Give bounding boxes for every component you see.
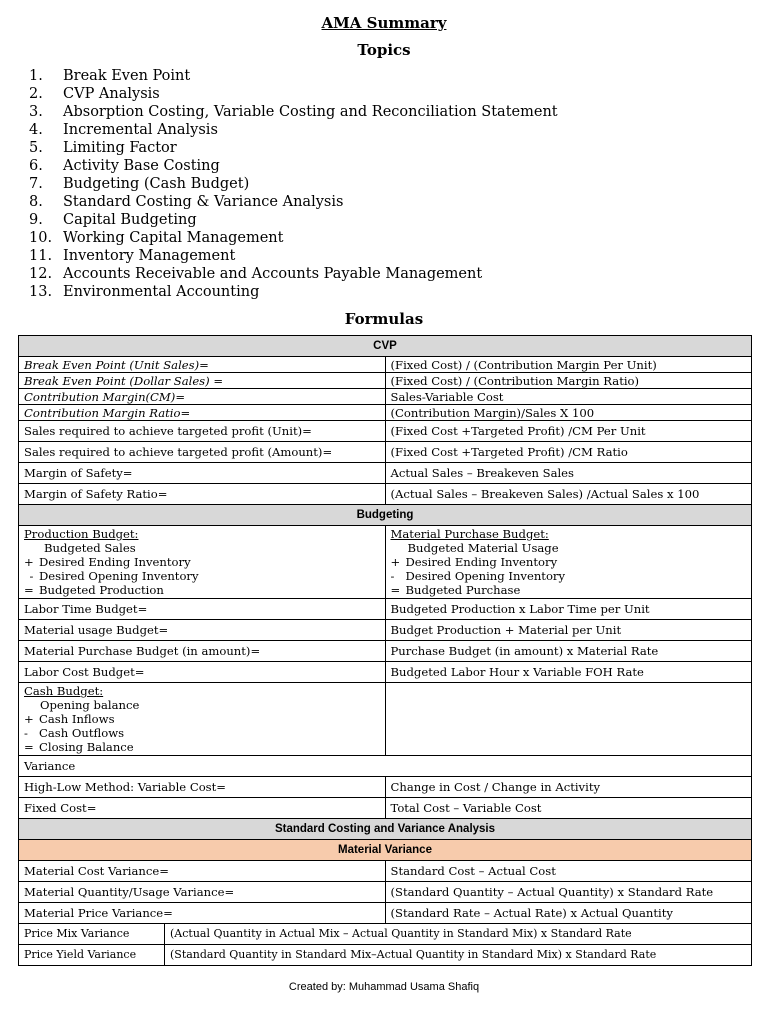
section-title: CVP — [19, 336, 752, 357]
formula-label: Sales required to achieve targeted profit (Unit)= — [19, 421, 386, 442]
formula-label: Material Purchase Budget (in amount)= — [19, 641, 386, 662]
table-row — [19, 903, 752, 924]
formula-label: Fixed Cost= — [19, 798, 386, 819]
formulas-table — [18, 335, 752, 966]
formula-value: Budgeted Labor Hour x Variable FOH Rate — [385, 662, 752, 683]
formula-label: High-Low Method: Variable Cost= — [19, 777, 386, 798]
cash-budget-cell: Cash Budget: Opening balance + Cash Inflows - Cash Outflows = Closing Balance — [19, 683, 386, 756]
formula-value: Standard Cost – Actual Cost — [385, 861, 752, 882]
table-row — [19, 389, 752, 405]
formula-value: Purchase Budget (in amount) x Material Rate — [385, 641, 752, 662]
formula-value: (Fixed Cost +Targeted Profit) /CM Per Unit — [385, 421, 752, 442]
formula-label: Contribution Margin(CM)= — [19, 389, 386, 405]
table-row — [19, 357, 752, 373]
table-row — [19, 526, 752, 599]
formula-value: (Fixed Cost +Targeted Profit) /CM Ratio — [385, 442, 752, 463]
formula-value: (Standard Quantity in Standard Mix–Actual Quantity in Standard Mix) x Standard Rate — [170, 948, 657, 961]
list-item: 5. Limiting Factor — [29, 140, 177, 156]
section-header-material-variance — [19, 840, 752, 861]
formula-value: (Actual Sales – Breakeven Sales) /Actual Sales x 100 — [385, 484, 752, 505]
list-item: 4. Incremental Analysis — [29, 122, 218, 138]
formula-label: Material Cost Variance= — [19, 861, 386, 882]
list-item: 9. Capital Budgeting — [29, 212, 197, 228]
formula-label: Material Quantity/Usage Variance= — [19, 882, 386, 903]
formula-label: Material Price Variance= — [19, 903, 386, 924]
section-title: Standard Costing and Variance Analysis — [19, 819, 752, 840]
list-item: 10. Working Capital Management — [29, 230, 284, 246]
table-row — [19, 662, 752, 683]
table-row — [19, 756, 752, 777]
formula-value: Actual Sales – Breakeven Sales — [385, 463, 752, 484]
table-row — [19, 683, 752, 756]
list-item: 13. Environmental Accounting — [29, 284, 260, 300]
footer-credit: Created by: Muhammad Usama Shafiq — [288, 981, 480, 993]
section-title: Material Variance — [19, 840, 752, 861]
formula-value: (Standard Quantity – Actual Quantity) x Standard Rate — [385, 882, 752, 903]
formula-label: Margin of Safety Ratio= — [19, 484, 386, 505]
list-item: 11. Inventory Management — [29, 248, 236, 264]
section-title: Budgeting — [19, 505, 752, 526]
formula-value: Budgeted Production x Labor Time per Unit — [385, 599, 752, 620]
formula-label: Labor Time Budget= — [19, 599, 386, 620]
table-row — [19, 599, 752, 620]
topics-heading: Topics — [357, 41, 411, 59]
table-row — [19, 373, 752, 389]
table-row — [19, 463, 752, 484]
production-budget-cell: Production Budget: Budgeted Sales + Desired Ending Inventory - Desired Opening Inventory = Budgeted Production — [19, 526, 386, 599]
formula-value: (Fixed Cost) / (Contribution Margin Per Unit) — [385, 357, 752, 373]
table-row — [19, 620, 752, 641]
formula-value: Budget Production + Material per Unit — [385, 620, 752, 641]
section-header-cvp — [19, 336, 752, 357]
list-item: 6. Activity Base Costing — [29, 158, 220, 174]
formula-label: Contribution Margin Ratio= — [19, 405, 386, 421]
mix-row — [19, 945, 752, 966]
formula-label: Material usage Budget= — [19, 620, 386, 641]
table-row — [19, 924, 752, 945]
table-row — [19, 641, 752, 662]
variance-label: Variance — [19, 756, 752, 777]
formulas-heading: Formulas — [344, 310, 424, 328]
formula-label: Sales required to achieve targeted profit (Amount)= — [19, 442, 386, 463]
document-title: AMA Summary — [321, 14, 447, 32]
formula-value: (Fixed Cost) / (Contribution Margin Ratio) — [385, 373, 752, 389]
formula-label: Break Even Point (Dollar Sales) = — [19, 373, 386, 389]
formula-value: Total Cost – Variable Cost — [385, 798, 752, 819]
formula-value: (Actual Quantity in Actual Mix – Actual Quantity in Standard Mix) x Standard Rate — [170, 927, 632, 940]
list-item: 8. Standard Costing & Variance Analysis — [29, 194, 344, 210]
topics-list — [29, 67, 558, 301]
list-item: 7. Budgeting (Cash Budget) — [29, 176, 250, 192]
formula-value: Change in Cost / Change in Activity — [385, 777, 752, 798]
table-row — [19, 861, 752, 882]
formula-value: (Contribution Margin)/Sales X 100 — [385, 405, 752, 421]
section-header-budgeting — [19, 505, 752, 526]
formula-value: Sales-Variable Cost — [385, 389, 752, 405]
table-row — [19, 421, 752, 442]
table-row — [19, 442, 752, 463]
formula-label: Price Mix Variance — [19, 924, 165, 944]
table-row — [19, 882, 752, 903]
formula-label: Price Yield Variance — [19, 945, 165, 965]
list-item: 2. CVP Analysis — [29, 86, 160, 102]
mix-row — [19, 924, 752, 945]
table-row — [19, 777, 752, 798]
material-purchase-budget-cell: Material Purchase Budget: Budgeted Material Usage + Desired Ending Inventory - Desired Opening Inventory = Budgeted Purchase — [385, 526, 752, 599]
table-row — [19, 798, 752, 819]
list-item: 1. Break Even Point — [29, 68, 191, 84]
formula-value: (Standard Rate – Actual Rate) x Actual Quantity — [385, 903, 752, 924]
table-row — [19, 945, 752, 966]
formula-label: Margin of Safety= — [19, 463, 386, 484]
list-item: 12. Accounts Receivable and Accounts Payable Management — [29, 266, 483, 282]
formula-label: Labor Cost Budget= — [19, 662, 386, 683]
empty-cell — [385, 683, 752, 756]
list-item: 3. Absorption Costing, Variable Costing and Reconciliation Statement — [29, 104, 558, 120]
table-row — [19, 405, 752, 421]
section-header-standard-costing — [19, 819, 752, 840]
table-row — [19, 484, 752, 505]
formula-label: Break Even Point (Unit Sales)= — [19, 357, 386, 373]
